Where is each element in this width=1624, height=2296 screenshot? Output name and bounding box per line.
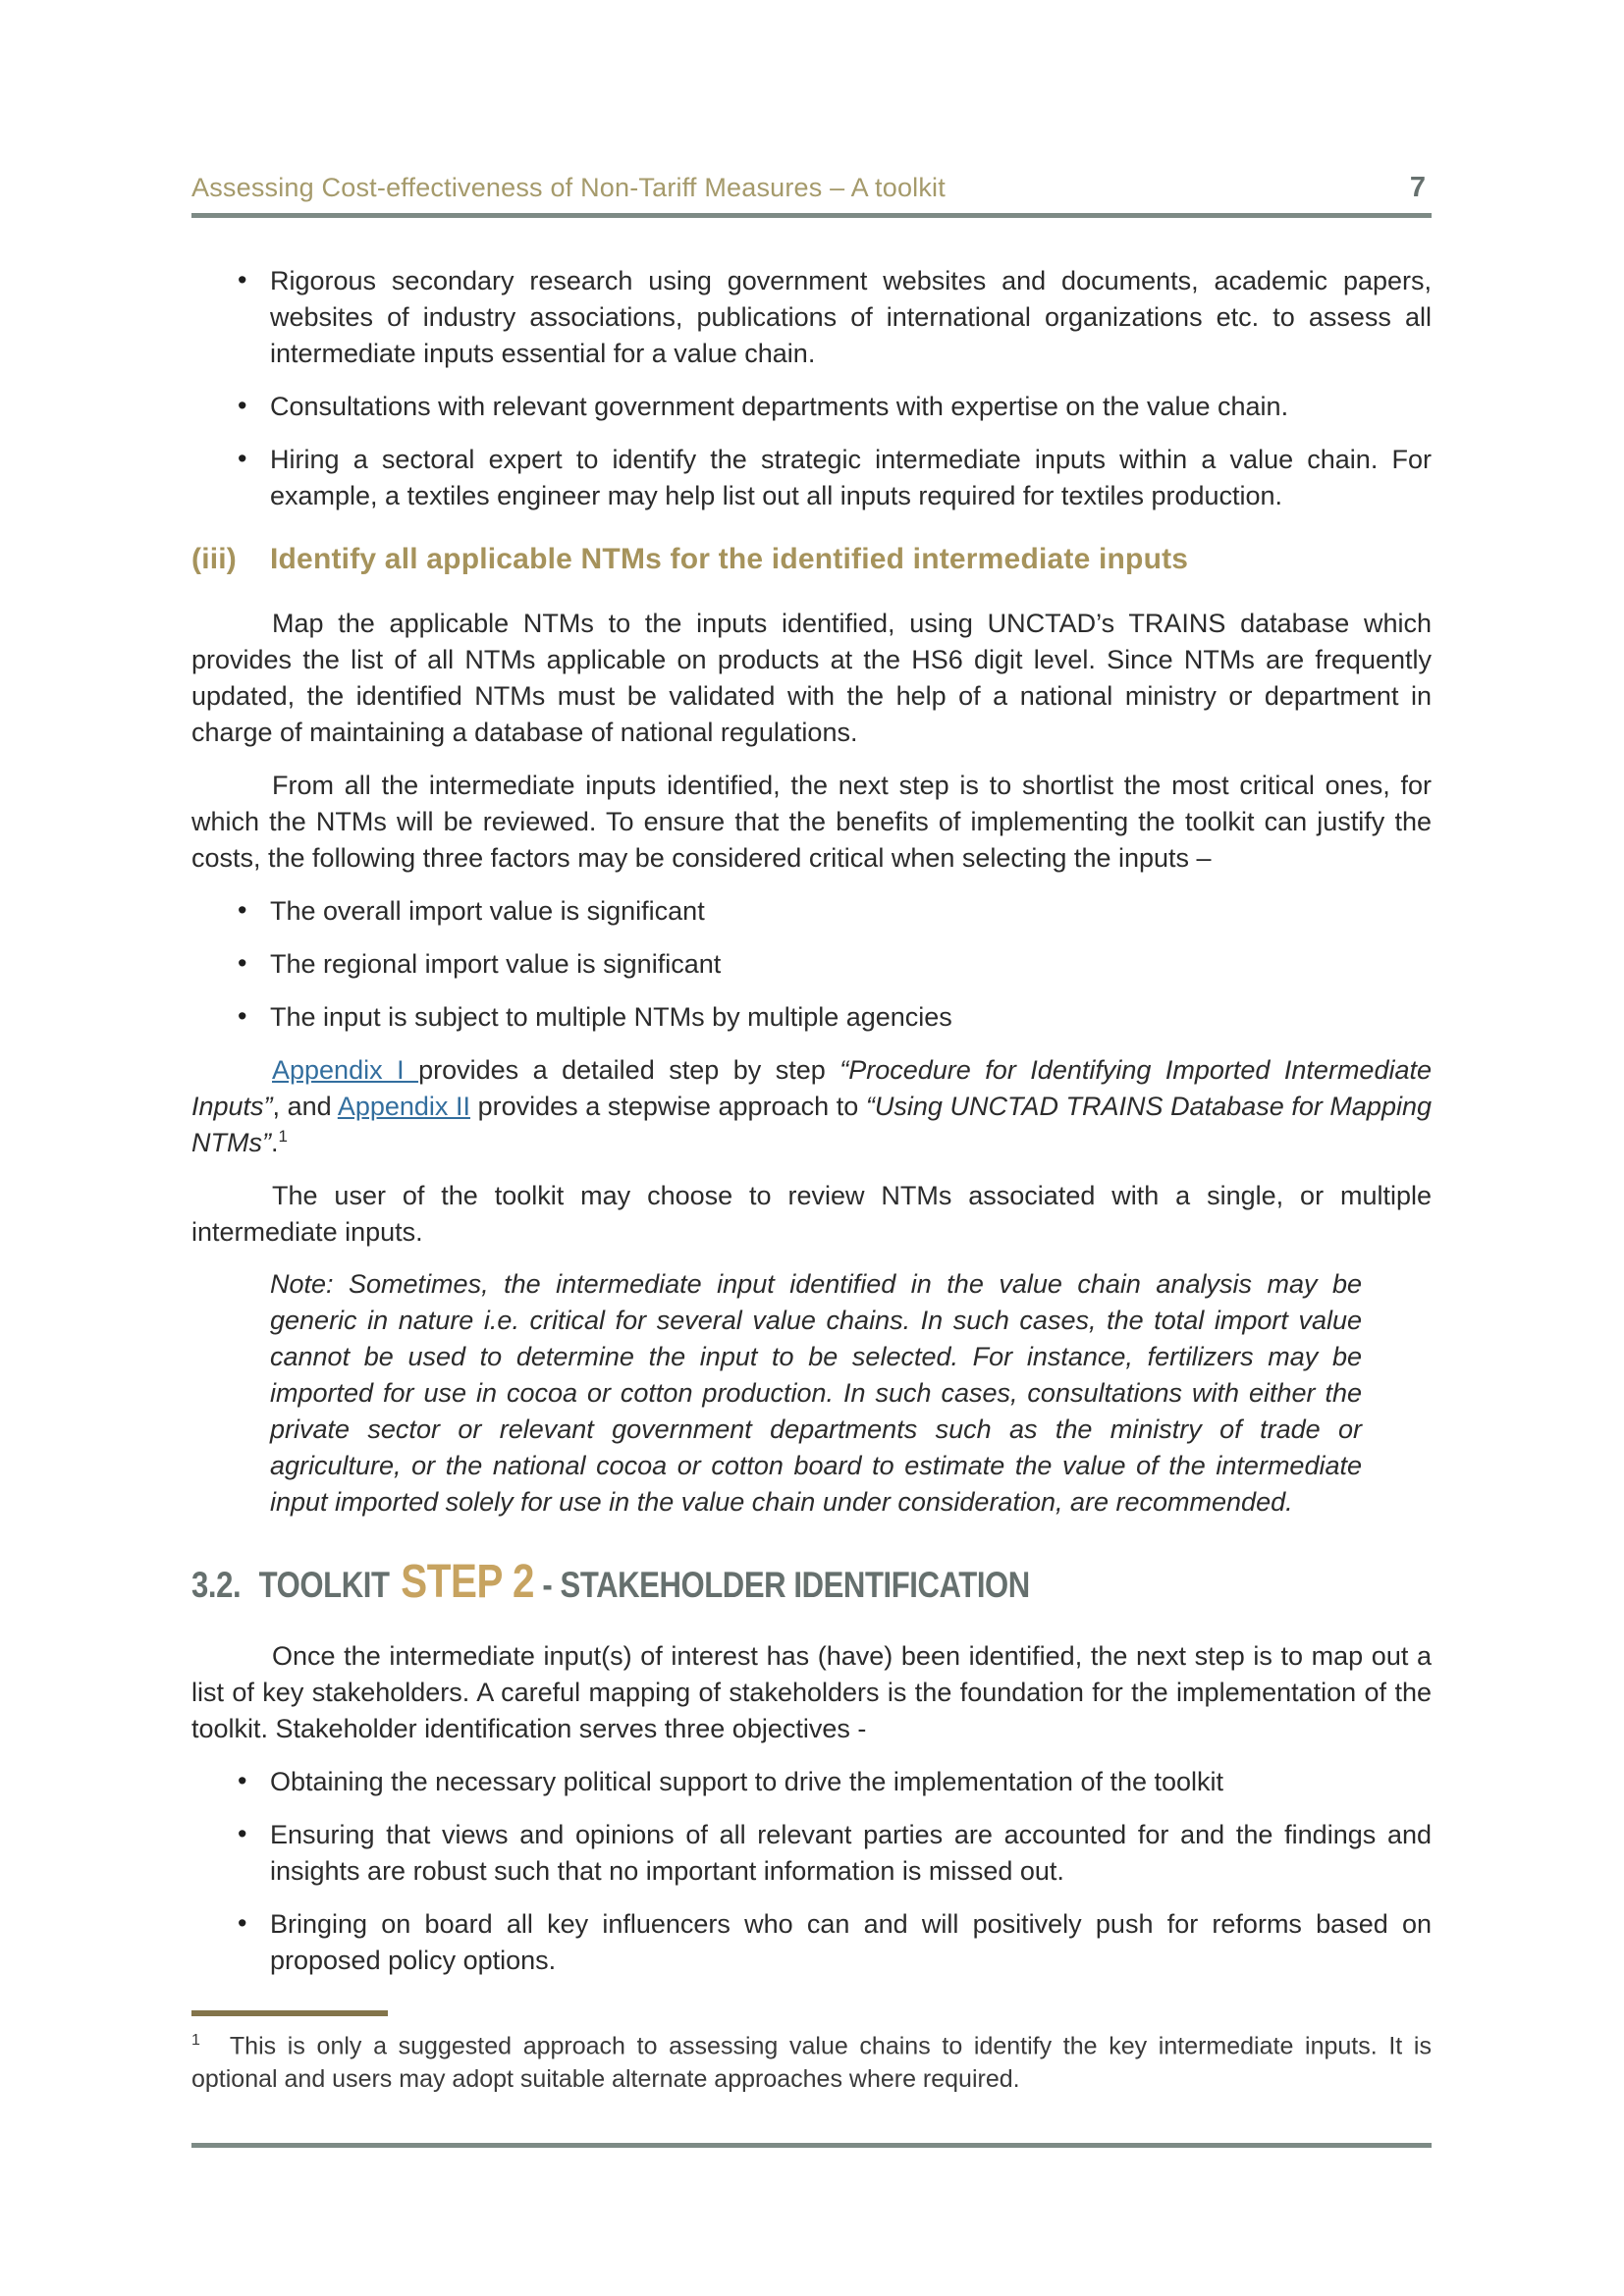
list-item — [191, 1764, 1432, 1800]
list-item — [191, 389, 1432, 425]
bullet-icon: • — [238, 895, 247, 925]
footnote-separator-rule — [191, 2010, 388, 2016]
bullet-icon: • — [238, 444, 247, 473]
subsection-iii-heading — [191, 542, 1432, 576]
bullet-icon: • — [238, 1908, 247, 1938]
list-item — [191, 999, 1432, 1036]
bullet-icon: • — [238, 1819, 247, 1848]
paragraph-shortlist: From all the intermediate inputs identified, the next step is to shortlist the most critical ones, for which the NTMs will be reviewed. To ensure that the benefits of implementing the toolkit can justify the costs, the following three factors may be considered critical when selecting the inputs – — [191, 771, 1432, 873]
list-item-text: Bringing on board all key influencers who can and will positively push for reforms based on proposed policy options. — [270, 1909, 1432, 1975]
list-item-text: Obtaining the necessary political support to drive the implementation of the toolkit — [270, 1767, 1224, 1796]
bullet-icon: • — [238, 265, 247, 294]
list-item — [191, 1906, 1432, 1979]
bullet-icon: • — [238, 1766, 247, 1795]
header-rule — [191, 213, 1432, 218]
section-title-rest: - STAKEHOLDER IDENTIFICATION — [542, 1565, 1030, 1605]
page-body — [191, 263, 1432, 2148]
note-block: Note: Sometimes, the intermediate input identified in the value chain analysis may be generic in nature i.e. critical for several value chains. In such cases, the total import value cannot be used to determine the input to be selected. For instance, fertilizers may be imported for use in cocoa or cotton production. In such cases, consultations with either the private sector or relevant government departments such as the ministry of trade or agriculture, or the national cocoa or cotton board to estimate the value of the intermediate input imported solely for use in the value chain under consideration, are recommended. — [270, 1269, 1362, 1517]
bullet-icon: • — [238, 1001, 247, 1031]
paragraph-stakeholder-intro: Once the intermediate input(s) of interest has (have) been identified, the next step is to map out a list of key stakeholders. A careful mapping of stakeholders is the foundation for the implementation of the toolkit. Stakeholder identification serves three objectives - — [191, 1641, 1432, 1743]
appendix-text: . — [270, 1128, 279, 1157]
appendix-text: , and — [272, 1092, 338, 1121]
list-item-text: Hiring a sectoral expert to identify the strategic intermediate inputs within a value chain. For example, a textiles engineer may help list out all inputs required for textiles production. — [270, 445, 1432, 510]
footer-rule — [191, 2143, 1432, 2148]
bullet-icon: • — [238, 948, 247, 978]
list-item-text: Consultations with relevant government departments with expertise on the value chain. — [270, 392, 1289, 421]
footnote-reference: 1 — [278, 1127, 288, 1146]
page-header — [191, 173, 1432, 202]
section-step-label: STEP 2 — [401, 1556, 534, 1608]
list-item-text: The input is subject to multiple NTMs by multiple agencies — [270, 1002, 952, 1032]
list-item — [191, 263, 1432, 372]
list-item — [191, 442, 1432, 514]
objective-bullet-list — [191, 1764, 1432, 1979]
running-title: Assessing Cost-effectiveness of Non-Tariff Measures – A toolkit — [191, 173, 946, 202]
page-number: 7 — [1409, 172, 1426, 203]
bullet-icon: • — [238, 391, 247, 420]
subsection-number: (iii) — [191, 543, 237, 575]
paragraph-map-ntms: Map the applicable NTMs to the inputs identified, using UNCTAD’s TRAINS database which provides the list of all NTMs applicable on products at the HS6 digit level. Since NTMs are frequently updated, the identified NTMs must be validated with the help of a national ministry or department in charge of maintaining a database of national regulations. — [191, 609, 1432, 747]
appendix-ii-link[interactable]: Appendix II — [337, 1092, 471, 1121]
list-item-text: The regional import value is significant — [270, 949, 722, 979]
list-item — [191, 946, 1432, 983]
subsection-title: Identify all applicable NTMs for the identified intermediate inputs — [270, 543, 1189, 575]
list-item-text: Rigorous secondary research using government websites and documents, academic papers, websites of industry associations, publications of international organizations etc. to assess all intermediate inputs essential for a value chain. — [270, 266, 1432, 368]
paragraph-appendix — [191, 1052, 1432, 1161]
section-3-2-heading — [191, 1556, 1432, 1609]
list-item-text: Ensuring that views and opinions of all relevant parties are accounted for and the findings and insights are robust such that no important information is missed out. — [270, 1820, 1432, 1886]
footnote-text: This is only a suggested approach to assessing value chains to identify the key intermediate inputs. It is optional and users may adopt suitable alternate approaches where required. — [191, 2032, 1432, 2094]
list-item — [191, 1817, 1432, 1890]
list-item-text: The overall import value is significant — [270, 896, 705, 926]
section-label-toolkit: TOOLKIT — [258, 1565, 390, 1605]
footnote-marker: 1 — [191, 2032, 200, 2049]
paragraph-user-choice: The user of the toolkit may choose to review NTMs associated with a single, or multiple intermediate inputs. — [191, 1181, 1432, 1247]
appendix-i-link[interactable]: Appendix I — [272, 1055, 419, 1085]
method-bullet-list — [191, 263, 1432, 514]
appendix-italic-title: “Using UNCTAD TRAINS Database for Mapping NTMs” — [191, 1092, 1432, 1157]
list-item — [191, 893, 1432, 930]
appendix-text: provides a stepwise approach to — [470, 1092, 866, 1121]
appendix-text: provides a detailed step by step — [418, 1055, 840, 1085]
footnote — [191, 2024, 1432, 2096]
criteria-bullet-list — [191, 893, 1432, 1036]
section-heading-text — [191, 1556, 1030, 1609]
section-number: 3.2. — [191, 1565, 242, 1605]
appendix-italic-title: “Procedure for Identifying Imported Intermediate Inputs” — [191, 1055, 1432, 1121]
